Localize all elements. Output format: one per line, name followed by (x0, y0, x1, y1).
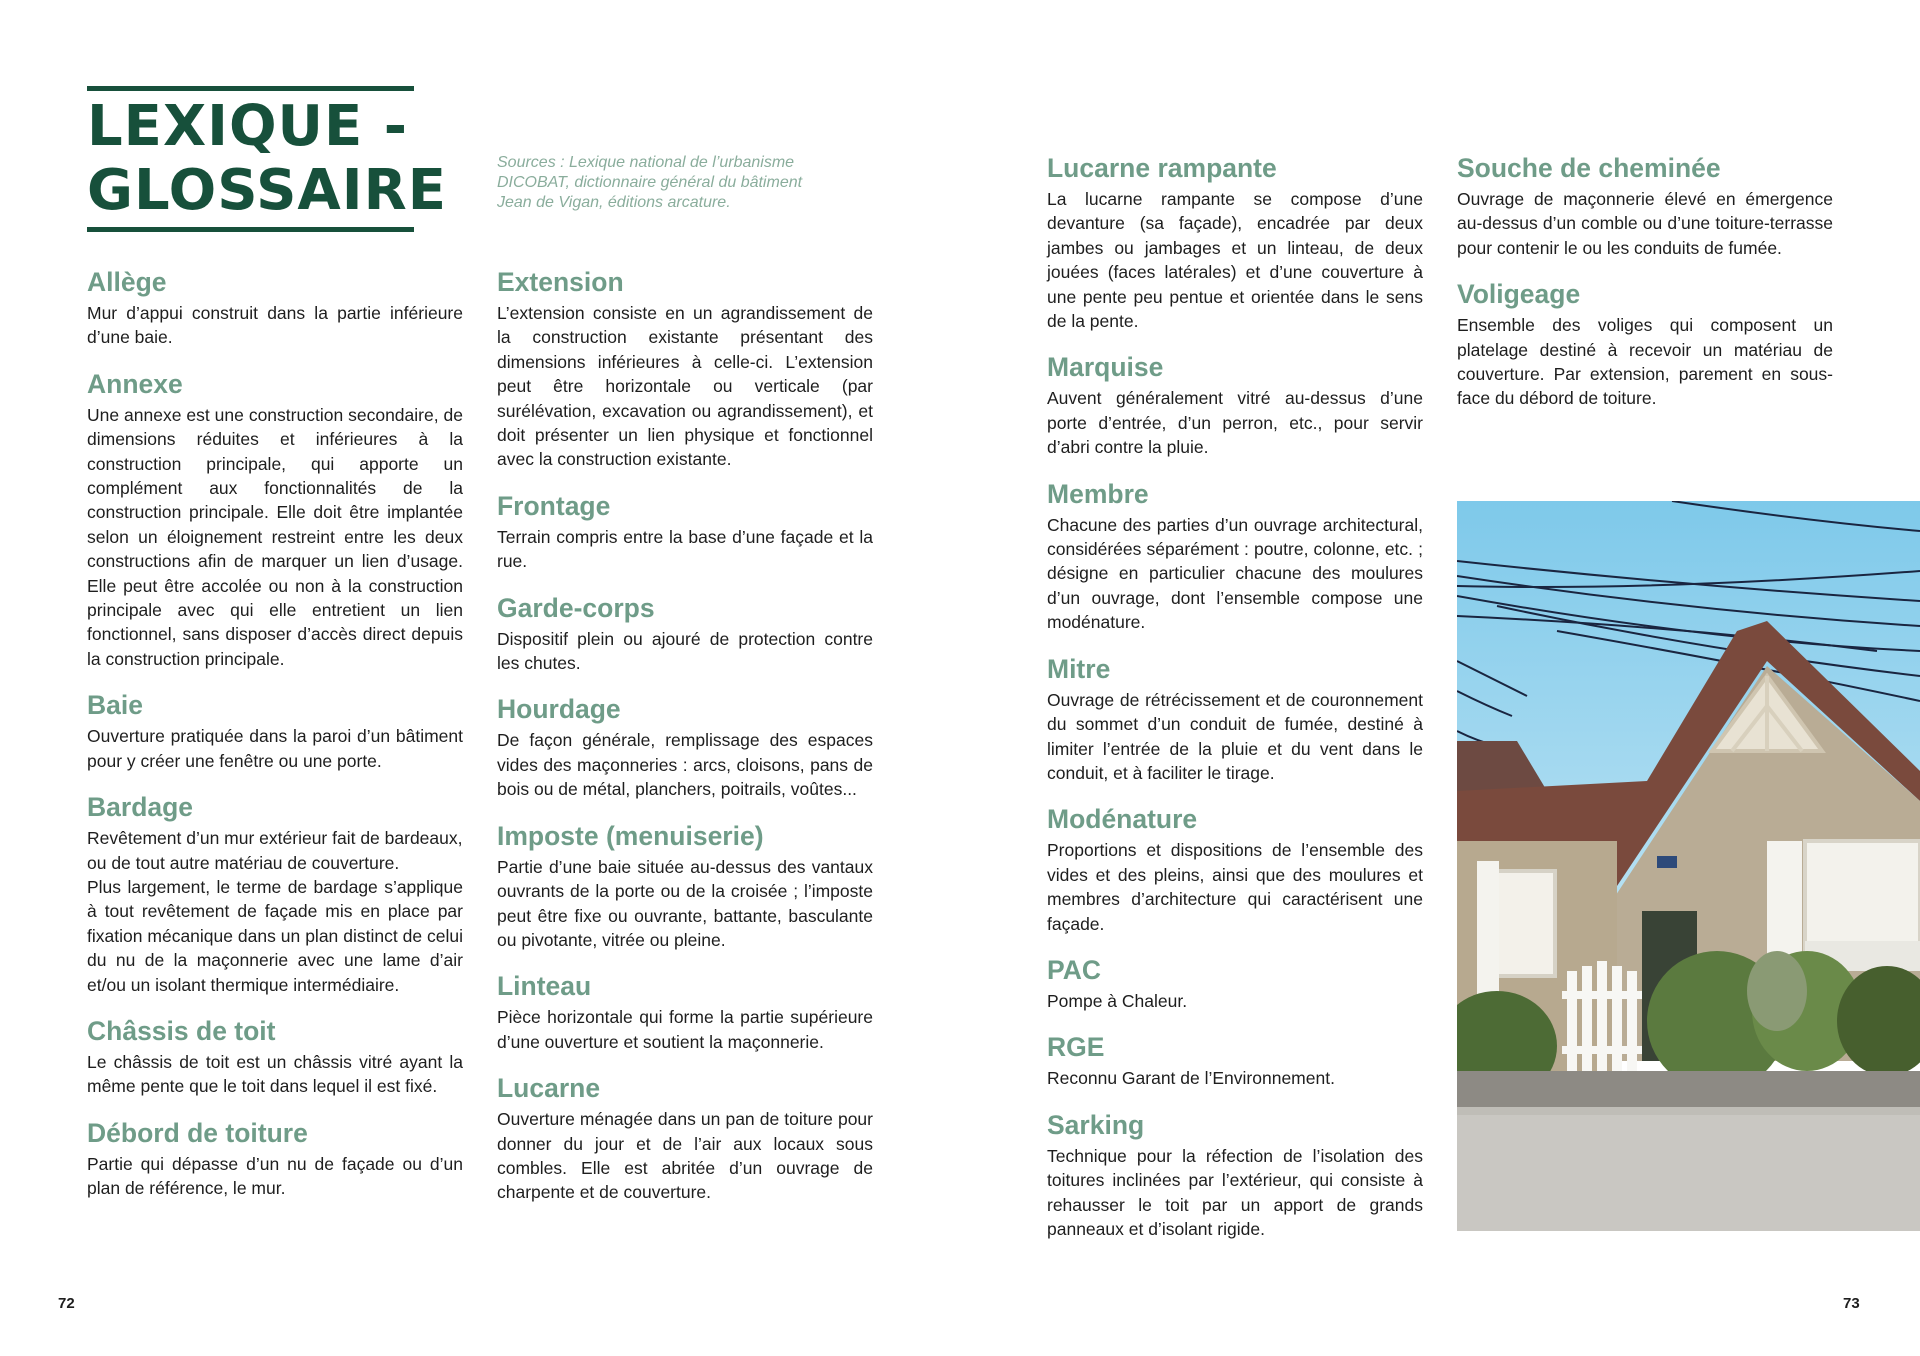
glossary-entry (497, 592, 873, 676)
glossary-entry (1047, 351, 1423, 459)
glossary-entry (1047, 803, 1423, 936)
glossary-term: Marquise (1047, 352, 1164, 383)
glossary-entry (497, 820, 873, 953)
glossary-definition: Ensemble des voliges qui composent un platelage destiné à recevoir un matériau de couverture. Par extension, parement en sous-face du débord de toiture. (1457, 315, 1833, 409)
glossary-definition: De façon générale, remplissage des espaces vides des maçonneries : arcs, cloisons, pans de bois ou de métal, planchers, poitrails, voûtes... (497, 730, 873, 800)
glossary-term: Garde-corps (497, 592, 655, 623)
road (1457, 1115, 1920, 1231)
sources-line-3: Jean de Vigan, éditions arcature. (497, 194, 731, 211)
glossary-entry (497, 1072, 873, 1205)
glossary-definition: Technique pour la réfection de l’isolation des toitures inclinées par l’extérieur, qui consiste à rehausser le toit par un apport de grands panneaux et d’isolant rigide. (1047, 1145, 1423, 1239)
glossary-entry (1457, 152, 1833, 260)
glossary-term: Hourdage (497, 694, 621, 725)
glossary-term: Extension (497, 267, 624, 297)
glossary-definition: Ouvrage de rétrécissement et de couronnement du sommet d’un conduit de fumée, destiné à limiter l’entrée de la pluie et du vent dans le conduit, et à faciliter le tirage. (1047, 689, 1423, 783)
glossary-definition: Le châssis de toit est un châssis vitré ayant la même pente que le toit dans lequel il est fixé. (87, 1051, 463, 1097)
house-photo (1457, 501, 1920, 1231)
title-line-1: LEXIQUE - (87, 94, 409, 159)
glossary-entry (87, 266, 463, 350)
glossary-column-1 (87, 266, 463, 1219)
glossary-column-2 (497, 266, 873, 1223)
shutter-left (1477, 861, 1499, 1001)
sources-line-1: Sources : Lexique national de l’urbanisme (497, 154, 795, 171)
glossary-term: Mitre (1047, 653, 1111, 684)
glossary-entry (1457, 278, 1833, 411)
glossary-entry (1047, 653, 1423, 786)
glossary-entry (87, 368, 463, 671)
glossary-term: Sarking (1047, 1109, 1145, 1140)
glossary-definition: Partie d’une baie située au-dessus des vantaux ouvrants de la porte ou de la croisée ; l’imposte peut être fixe ou ouvrante, battante, basculante ou pivotante, vitrée ou pleine. (497, 856, 873, 950)
glossary-entry (1047, 478, 1423, 635)
glossary-definition: Mur d’appui construit dans la partie inférieure d’une baie. (87, 303, 463, 348)
window-left (1495, 871, 1555, 976)
glossary-term: Débord de toiture (87, 1117, 308, 1148)
curb (1457, 1107, 1920, 1115)
glossary-definition: Terrain compris entre la base d’une façade et la rue. (497, 526, 873, 572)
glossary-entry (497, 693, 873, 801)
glossary-entry (497, 490, 873, 574)
glossary-entry (1047, 1109, 1423, 1242)
glossary-definition: Reconnu Garant de l’Environnement. (1047, 1068, 1335, 1089)
title-line-2: GLOSSAIRE (87, 158, 447, 223)
glossary-definition: Ouvrage de maçonnerie élevé en émergence au-dessus d’un comble ou d’une toiture-terrasse pour contenir le ou les conduits de fumée. (1457, 189, 1833, 258)
white-gate (1562, 961, 1642, 1081)
glossary-term: Lucarne (497, 1073, 601, 1104)
glossary-definition: Pompe à Chaleur. (1047, 990, 1188, 1011)
sidewalk (1457, 1071, 1920, 1111)
glossary-definition-continued: Plus largement, le terme de bardage s’applique à tout revêtement de façade mis en place par fixation mécanique dans un plan distinct de celui du nu de la maçonnerie avec une lame d’air et/ou un isolant thermique intermédiaire. (87, 876, 463, 995)
page-title (87, 86, 447, 232)
glossary-entry (87, 1117, 463, 1201)
glossary-definition: L’extension consiste en un agrandissement de la construction existante présentant des dimensions inférieures à celle-ci. L’extension peut être horizontale ou verticale (par surélévation, excavation ou agrandissement), et doit présenter un lien physique et fonctionnel avec la construction existante. (497, 303, 873, 470)
glossary-entry (497, 970, 873, 1054)
page-number-right: 73 (1843, 1295, 1860, 1312)
title-bottom-rule (87, 227, 414, 232)
glossary-term: Linteau (497, 971, 592, 1002)
glossary-definition: La lucarne rampante se compose d’une devanture (sa façade), encadrée par deux jambes ou jambages et un linteau, de deux jouées (faces latérales) et d’une couverture à une pente peu pentue et orientée dans le sens de la pente. (1047, 189, 1423, 332)
glossary-term: Bardage (87, 792, 194, 823)
glossary-term: Châssis de toit (87, 1015, 276, 1046)
glossary-definition: Une annexe est une construction secondaire, de dimensions réduites et inférieures à la construction principale, qui apporte un complément aux fonctionnalités de la construction principale. Elle doit être implantée selon un éloignement restreint entre les deux constructions afin de marquer un lien d’usage. Elle peut être accolée ou non à la construction principale avec qui elle entretient un lien fonctionnel, sans disposer d’accès direct depuis la construction principale. (87, 404, 463, 669)
glossary-term: Membre (1047, 478, 1149, 509)
glossary-entry (87, 791, 463, 997)
title-top-rule (87, 86, 414, 91)
glossary-definition: Dispositif plein ou ajouré de protection contre les chutes. (497, 628, 873, 674)
glossary-column-3 (1047, 152, 1423, 1259)
glossary-definition: Ouverture ménagée dans un pan de toiture pour donner du jour et de l’air aux locaux sous combles. Elle est abritée d’un ouvrage de charpente et de couverture. (497, 1109, 873, 1203)
glossary-definition: Partie qui dépasse d’un nu de façade ou d’un plan de référence, le mur. (87, 1153, 463, 1199)
glossary-term: Annexe (87, 368, 183, 399)
glossary-term: Baie (87, 690, 143, 721)
glossary-column-4 (1457, 152, 1833, 429)
glossary-entry (87, 689, 463, 773)
glossary-term: RGE (1047, 1032, 1105, 1063)
glossary-term: Frontage (497, 490, 611, 521)
glossary-term: Modénature (1047, 804, 1198, 835)
glossary-entry (1047, 954, 1423, 1013)
glossary-entry (1047, 152, 1423, 333)
sources-line-2: DICOBAT, dictionnaire général du bâtiment (497, 174, 803, 191)
glossary-definition: Ouverture pratiquée dans la paroi d’un bâtiment pour y créer une fenêtre ou une porte. (87, 726, 463, 771)
glossary-definition: Pièce horizontale qui forme la partie supérieure d’une ouverture et soutient la maçonnerie. (497, 1007, 873, 1052)
page-number-left: 72 (58, 1295, 75, 1312)
glossary-term: PAC (1047, 954, 1101, 985)
title-text (87, 94, 447, 223)
glossary-term: Lucarne rampante (1047, 153, 1277, 183)
glossary-definition: Chacune des parties d’un ouvrage architectural, considérées séparément : poutre, colonne, etc. ; désigne en particulier chacune des moulures d’un ouvrage, dont l’ensemble compose une modénature. (1047, 514, 1423, 633)
glossary-term: Allège (87, 267, 167, 297)
glossary-definition: Auvent généralement vitré au-dessus d’une porte d’entrée, d’un perron, etc., pour servir d’abri contre la pluie. (1047, 388, 1423, 458)
glossary-entry (1047, 1031, 1423, 1090)
glossary-term: Souche de cheminée (1457, 153, 1721, 183)
glossary-definition: Revêtement d’un mur extérieur fait de bardeaux, ou de tout autre matériau de couverture. (87, 828, 463, 873)
glossary-term: Voligeage (1457, 279, 1581, 310)
glossary-term: Imposte (menuiserie) (497, 820, 764, 851)
house-number-plate (1657, 856, 1677, 868)
glossary-entry (497, 266, 873, 472)
glossary-entry (87, 1015, 463, 1099)
glossary-definition: Proportions et dispositions de l’ensemble des vides et des pleins, ainsi que des moulures et membres d’architecture qui caractérisent une façade. (1047, 840, 1423, 934)
sources-note (497, 153, 837, 213)
